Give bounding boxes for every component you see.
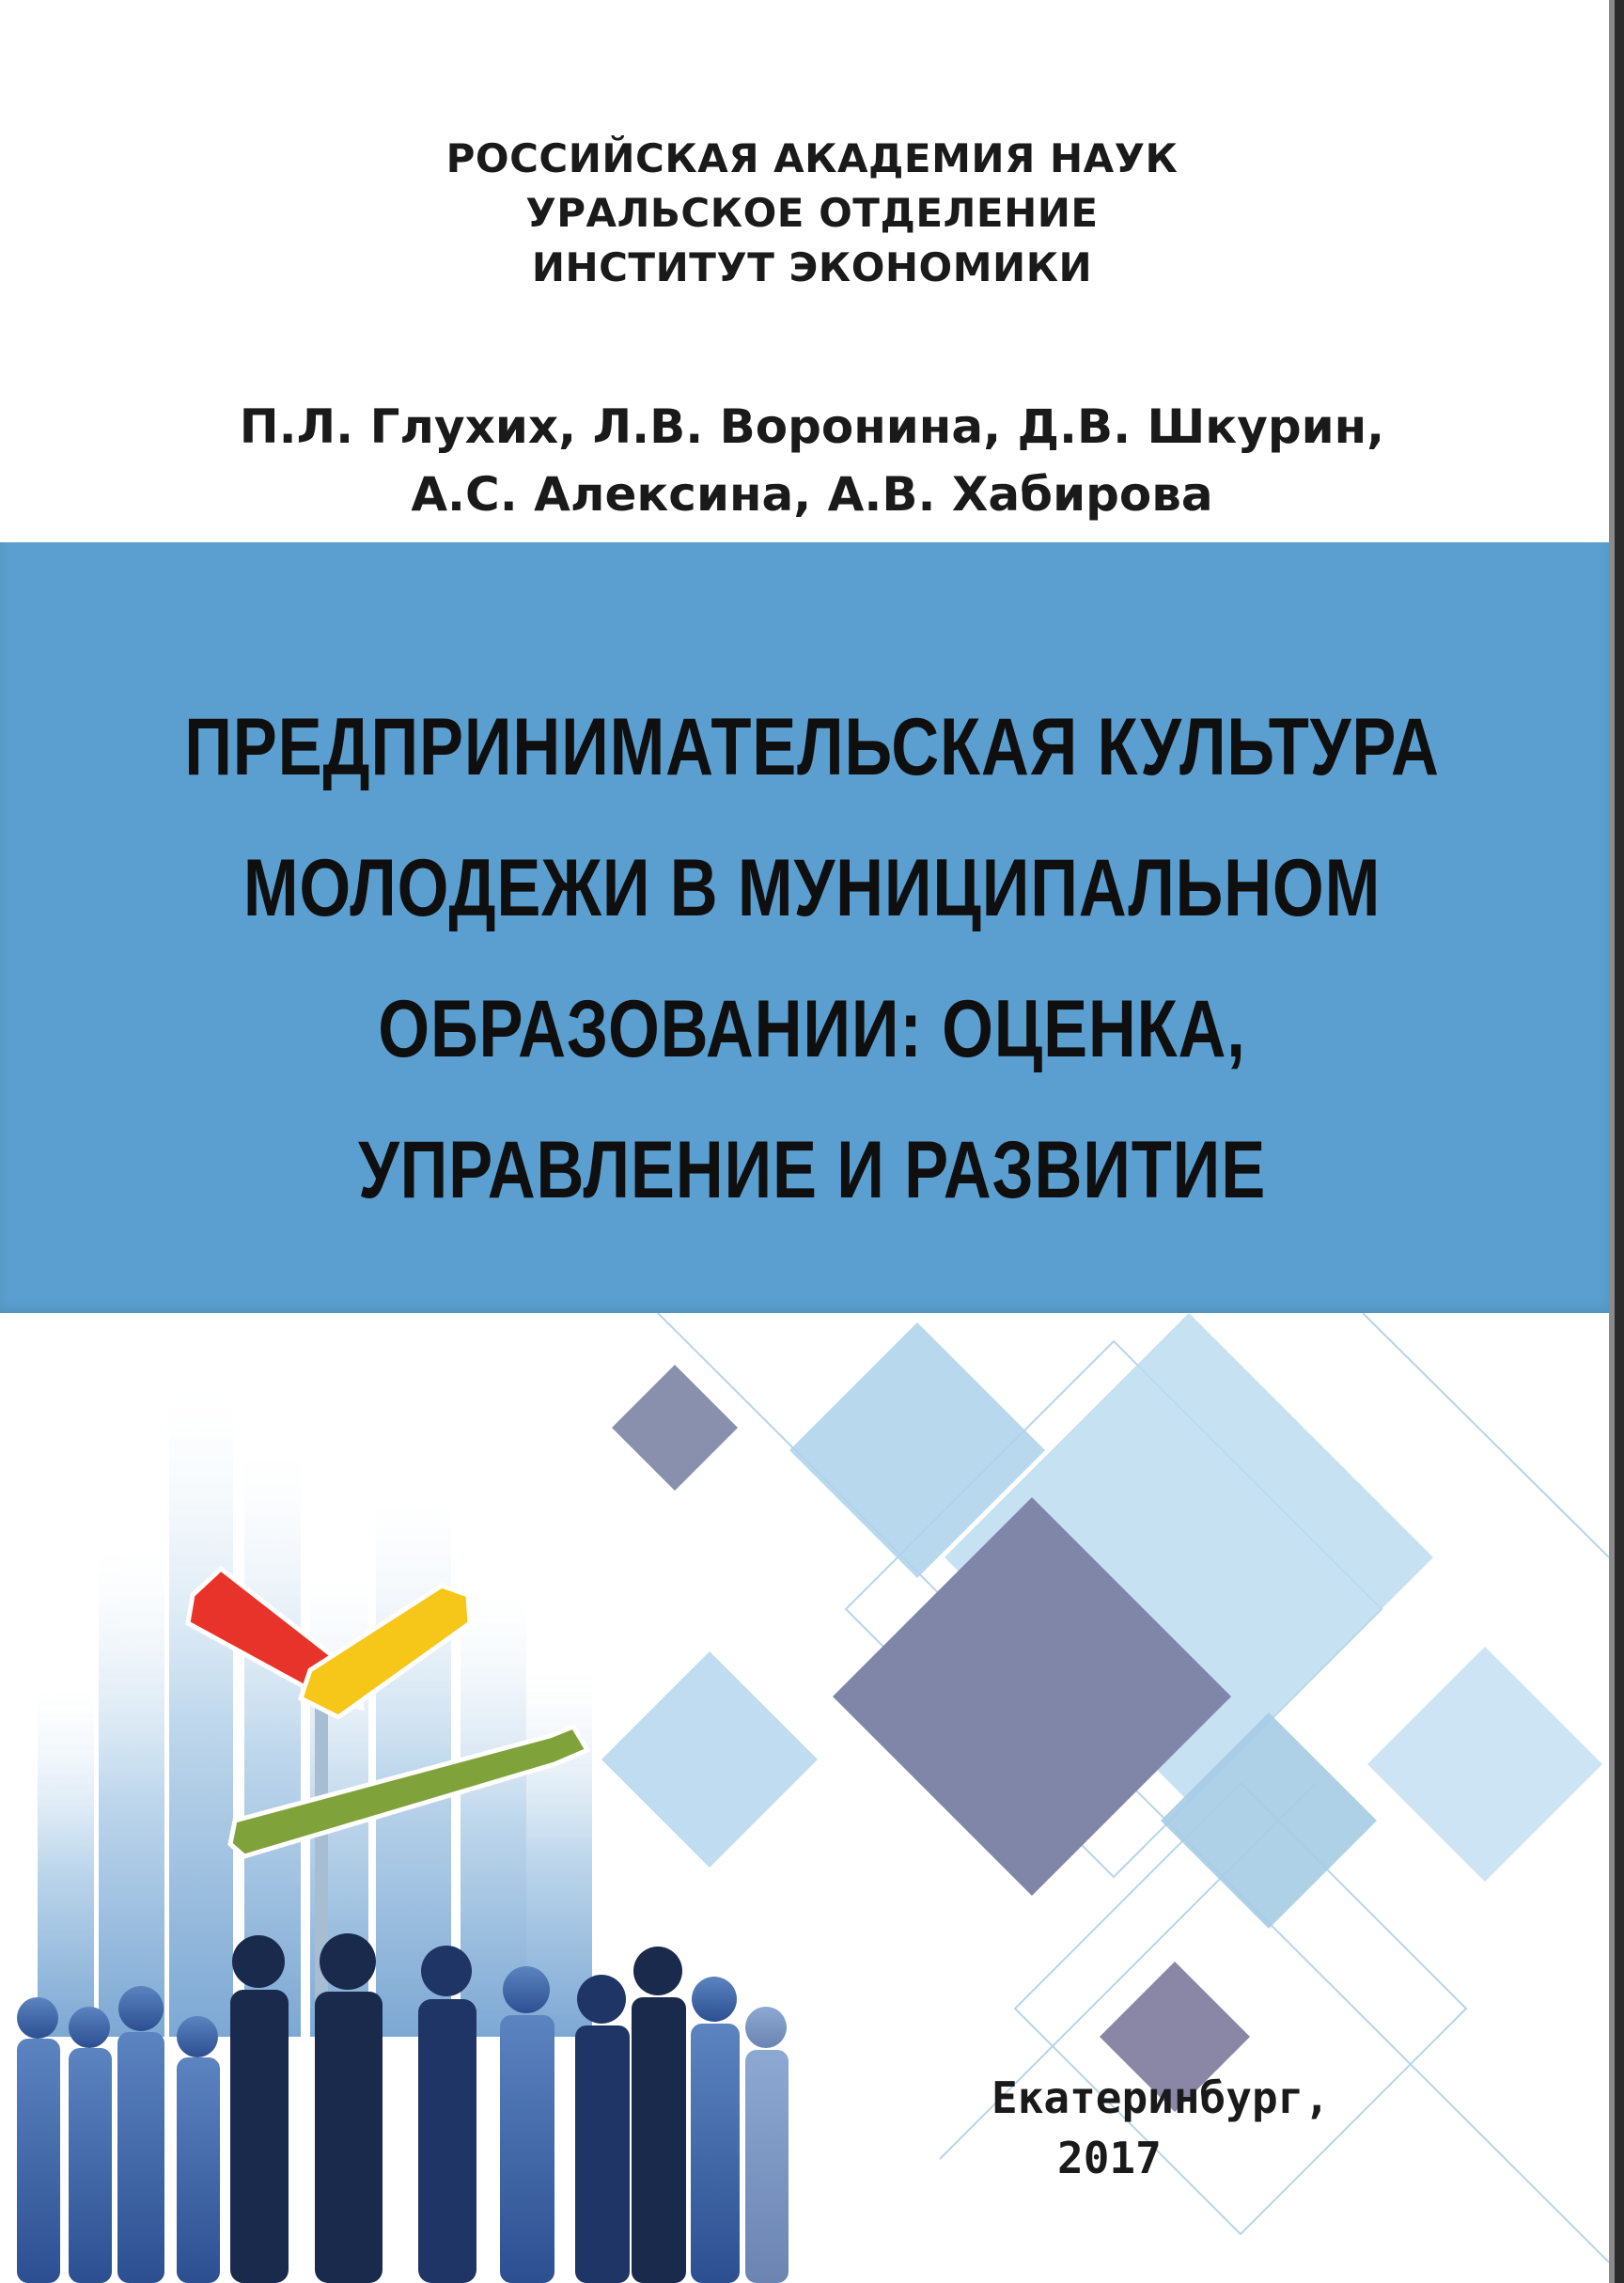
diamond-light-right (1367, 1647, 1602, 1882)
authors (0, 393, 1624, 528)
title-line-4: УПРАВЛЕНИЕ И РАЗВИТИЕ (357, 1125, 1267, 1215)
institution-header (0, 132, 1624, 295)
institution-line-2: УРАЛЬСКОЕ ОТДЕЛЕНИЕ (525, 190, 1099, 236)
authors-line-1: П.Л. Глухих, Л.В. Воронина, Д.В. Шкурин, (239, 399, 1385, 454)
imprint (992, 2068, 1555, 2188)
book-title (147, 677, 1478, 1241)
title-line-1: ПРЕДПРИНИМАТЕЛЬСКАЯ КУЛЬТУРА (184, 702, 1440, 792)
page-edge (1615, 0, 1624, 2283)
title-line-2: МОЛОДЕЖИ В МУНИЦИПАЛЬНОМ (242, 843, 1382, 933)
institution-line-3: ИНСТИТУТ ЭКОНОМИКИ (531, 244, 1093, 290)
institution-line-1: РОССИЙСКАЯ АКАДЕМИЯ НАУК (445, 135, 1179, 181)
imprint-year: 2017 (1057, 2133, 1162, 2183)
imprint-city: Екатеринбург, (992, 2072, 1331, 2123)
authors-line-2: А.С. Алексина, А.В. Хабирова (411, 467, 1213, 522)
title-line-3: ОБРАЗОВАНИИ: ОЦЕНКА, (378, 984, 1246, 1074)
diamond-light-left (601, 1651, 818, 1868)
diamond-slate-small (612, 1365, 738, 1491)
